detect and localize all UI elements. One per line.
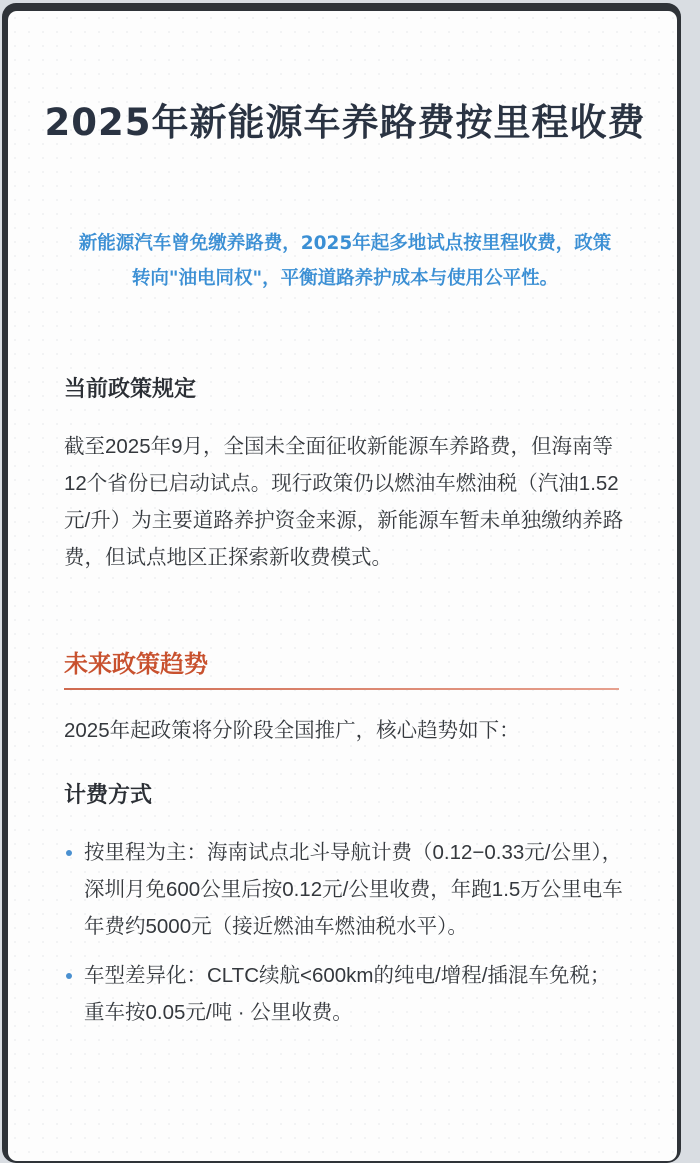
section-heading-current-policy: 当前政策规定 (64, 377, 197, 402)
section-heading-billing: 计费方式 (64, 783, 153, 808)
page-title: 2025年新能源车养路费按里程收费 (44, 101, 646, 144)
future-trend-intro: 2025年起政策将分阶段全国推广，核心趋势如下： (64, 719, 520, 742)
section-heading-future-trend: 未来政策趋势 (64, 650, 208, 678)
bullet-dot-icon (66, 850, 72, 856)
billing-list (64, 834, 624, 1043)
current-policy-paragraph: 截至2025年9月，全国未全面征收新能源车养路费，但海南等12个省份已启动试点。现行政策仍以燃油车燃油税（汽油1.52元/升）为主要道路养护资金来源，新能源车暂未单独缴纳养路费，但试点地区正探索新收费模式。 (64, 435, 624, 569)
list-item-text: 按里程为主：海南试点北斗导航计费（0.12−0.33元/公里），深圳月免600公里后按0.12元/公里收费，年跑1.5万公里电车年费约5000元（接近燃油车燃油税水平）。 (84, 841, 623, 938)
page-subtitle: 新能源汽车曾免缴养路费，2025年起多地试点按里程收费，政策转向"油电同权"，平衡道路养护成本与使用公平性。 (78, 233, 612, 289)
list-item (64, 957, 624, 1031)
list-item-text: 车型差异化：CLTC续航<600km的纯电/增程/插混车免税；重车按0.05元/吨 · 公里收费。 (84, 964, 611, 1024)
bullet-dot-icon (66, 973, 72, 979)
list-item (64, 834, 624, 945)
section-divider (64, 688, 619, 690)
